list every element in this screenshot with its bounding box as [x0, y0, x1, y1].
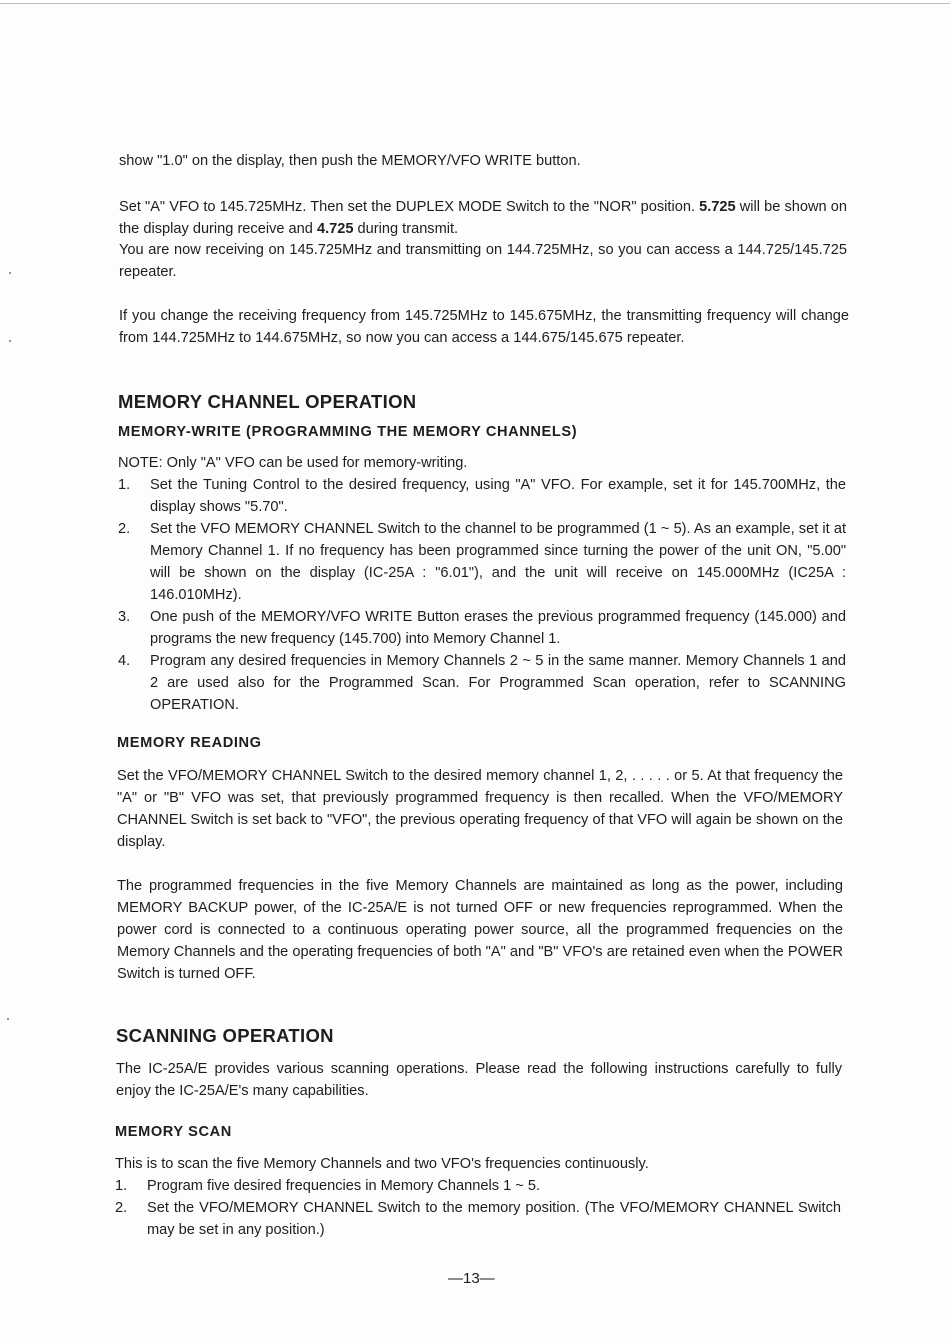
list-text: Set the VFO/MEMORY CHANNEL Switch to the memory position. (The VFO/MEMORY CHANNEL Switch may be set in any position.)	[147, 1200, 841, 1238]
intro-paragraph-2	[119, 196, 847, 240]
scanning-intro-paragraph: The IC-25A/E provides various scanning operations. Please read the following instructions carefully to fully enjoy the IC-25A/E's many capabilities.	[116, 1061, 842, 1099]
scanning-operation-heading: SCANNING OPERATION	[116, 1025, 334, 1046]
list-number: 1.	[118, 477, 131, 493]
list-number: 2.	[115, 1200, 128, 1216]
scan-speck	[9, 340, 11, 342]
list-text: Set the VFO MEMORY CHANNEL Switch to the channel to be programmed (1 ~ 5). As an example, set it at Memory Channel 1. If no frequency has been programmed since turning the power of the unit ON, "5.00" will be shown on the display (IC-25A : "6.01"), and the unit will receive on 145.000MHz (IC25A : 146.010MHz).	[150, 521, 846, 603]
memory-reading-paragraph-2: The programmed frequencies in the five Memory Channels are maintained as long as the power, including MEMORY BACKUP power, of the IC-25A/E is not turned OFF or new frequencies reprogrammed. When the power cord is connected to a continuous operating power source, all the programmed frequencies on the Memory Channels and the operating frequencies of both "A" and "B" VFO's are retained even when the POWER Switch is turned OFF.	[117, 878, 843, 982]
intro-paragraph-4: If you change the receiving frequency from 145.725MHz to 145.675MHz, the transmitting frequency will change from 144.725MHz to 144.675MHz, so now you can access a 144.675/145.675 repeater.	[119, 308, 849, 346]
memory-scan-heading: MEMORY SCAN	[115, 1124, 232, 1140]
intro-paragraph-3: You are now receiving on 145.725MHz and transmitting on 144.725MHz, so you can access a 144.725/145.725 repeater.	[119, 242, 847, 280]
list-text: Set the Tuning Control to the desired frequency, using "A" VFO. For example, set it for 145.700MHz, the display shows "5.70".	[150, 477, 846, 515]
intro-paragraph-1: show "1.0" on the display, then push the MEMORY/VFO WRITE button.	[119, 153, 581, 169]
intro-p2-bold-1: 5.725	[699, 199, 736, 215]
intro-p2-text: Set "A" VFO to 145.725MHz. Then set the DUPLEX MODE Switch to the "NOR" position.	[119, 199, 700, 215]
intro-p2-text-3: during transmit.	[353, 221, 459, 237]
memory-write-item-1	[118, 474, 846, 518]
list-number: 4.	[118, 653, 131, 669]
list-number: 1.	[115, 1178, 128, 1194]
memory-write-note: NOTE: Only "A" VFO can be used for memory-writing.	[118, 455, 468, 471]
list-text: Program any desired frequencies in Memory Channels 2 ~ 5 in the same manner. Memory Channels 1 and 2 are used also for the Programmed Scan. For Programmed Scan operation, refer to SCANNING OPERATION.	[150, 653, 846, 713]
memory-write-item-4	[118, 650, 846, 716]
memory-write-heading: MEMORY-WRITE (PROGRAMMING THE MEMORY CHANNELS)	[118, 424, 578, 440]
memory-channel-heading: MEMORY CHANNEL OPERATION	[118, 391, 417, 412]
scan-speck	[7, 1018, 9, 1020]
memory-reading-paragraph-1: Set the VFO/MEMORY CHANNEL Switch to the desired memory channel 1, 2, . . . . . or 5. At that frequency the "A" or "B" VFO was set, that previously programmed frequency is then recalled. When the VFO/MEMORY CHANNEL Switch is set back to "VFO", the previous operating frequency of that VFO will again be shown on the display.	[117, 768, 843, 850]
list-text: One push of the MEMORY/VFO WRITE Button erases the previous programmed frequency (145.000) and programs the new frequency (145.700) into Memory Channel 1.	[150, 609, 846, 647]
memory-scan-item-1	[115, 1175, 841, 1197]
page-number: —13—	[448, 1270, 495, 1287]
memory-reading-heading: MEMORY READING	[117, 735, 262, 751]
intro-p2-bold-2: 4.725	[316, 221, 354, 237]
memory-scan-item-2	[115, 1197, 841, 1241]
list-text: Program five desired frequencies in Memory Channels 1 ~ 5.	[147, 1178, 541, 1194]
memory-write-item-2	[118, 518, 846, 606]
intro-p2-text-2: will be shown on the display during receive and	[119, 199, 848, 237]
scan-speck	[9, 272, 11, 274]
list-number: 2.	[118, 521, 131, 537]
list-number: 3.	[118, 609, 131, 625]
memory-write-item-3	[118, 606, 846, 650]
memory-scan-paragraph: This is to scan the five Memory Channels and two VFO's frequencies continuously.	[115, 1156, 649, 1172]
